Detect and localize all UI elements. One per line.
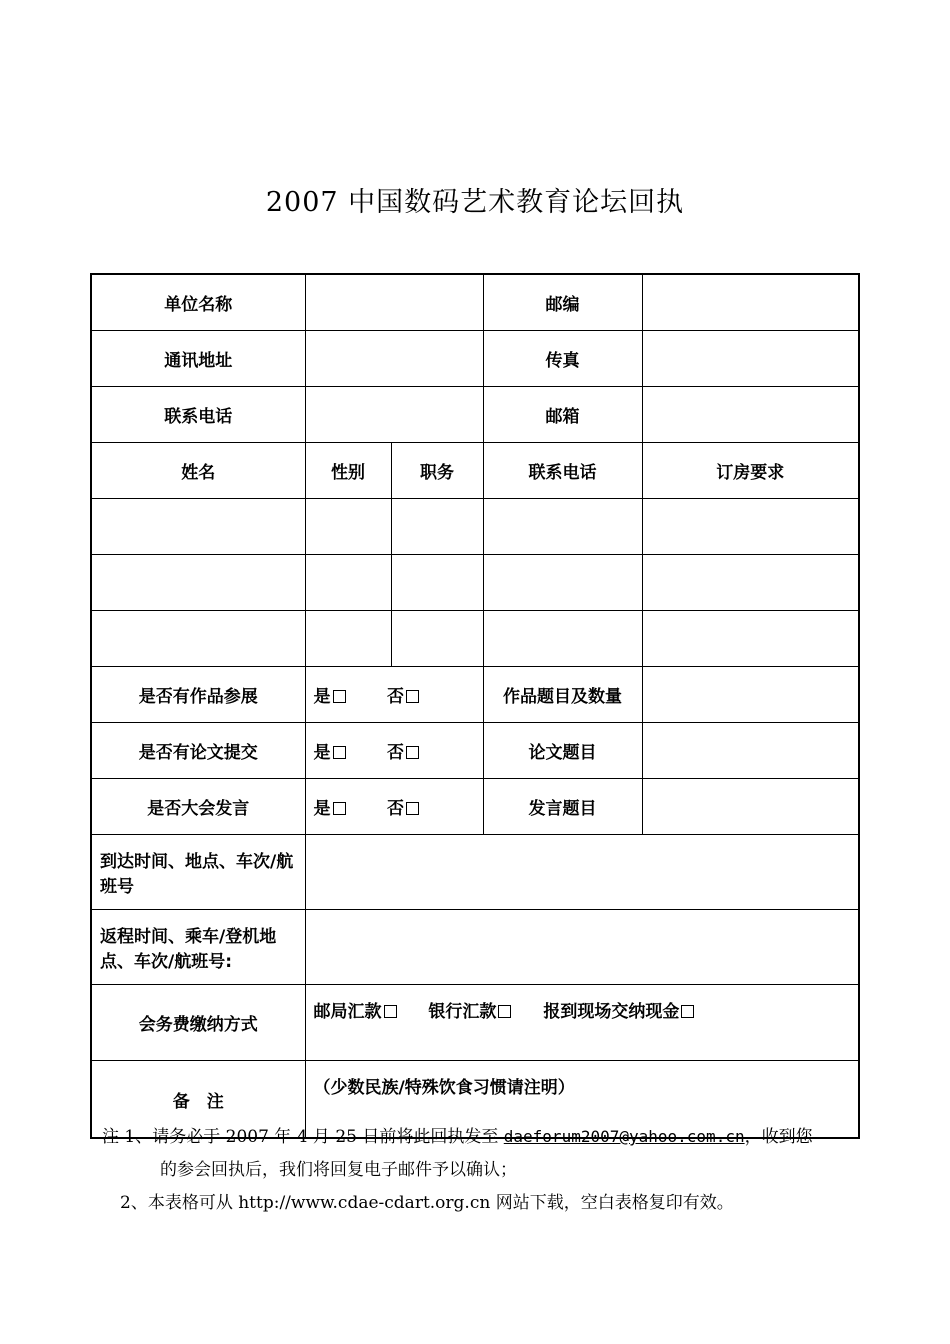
postcode-label: 邮编 (483, 274, 642, 331)
yes-checkbox[interactable] (333, 690, 346, 703)
attendee-gender-field[interactable] (305, 499, 391, 555)
yes-checkbox[interactable] (333, 802, 346, 815)
paper-detail-field[interactable] (642, 723, 859, 779)
no-label: 否 (386, 687, 404, 707)
exhibit-detail-label: 作品题目及数量 (483, 667, 642, 723)
paper-label: 是否有论文提交 (91, 723, 305, 779)
fee-post-checkbox[interactable] (384, 1005, 397, 1018)
table-row (91, 667, 859, 723)
exhibit-label: 是否有作品参展 (91, 667, 305, 723)
remarks-label: 备 注 (91, 1061, 305, 1139)
table-row (91, 910, 859, 985)
attendee-position-field[interactable] (391, 555, 483, 611)
table-row (91, 779, 859, 835)
attendee-gender-field[interactable] (305, 555, 391, 611)
attendee-row (91, 499, 859, 555)
yes-checkbox[interactable] (333, 746, 346, 759)
fee-option-cash (543, 1002, 694, 1022)
paper-detail-label: 论文题目 (483, 723, 642, 779)
fee-bank-checkbox[interactable] (498, 1005, 511, 1018)
postcode-field[interactable] (642, 274, 859, 331)
fax-field[interactable] (642, 331, 859, 387)
attendee-room-field[interactable] (642, 499, 859, 555)
yes-label: 是 (313, 799, 331, 819)
email-label: 邮箱 (483, 387, 642, 443)
footnote-1 (102, 1122, 813, 1147)
table-row (91, 387, 859, 443)
no-label: 否 (386, 799, 404, 819)
fee-option-post (314, 1002, 397, 1022)
fee-option-label: 银行汇款 (428, 1002, 497, 1022)
column-header-name: 姓名 (91, 443, 305, 499)
page-title: 2007 中国数码艺术教育论坛回执 (265, 187, 685, 218)
email-field[interactable] (642, 387, 859, 443)
column-header-gender: 性别 (305, 443, 391, 499)
footnote-1-text: 注 1、请务必于 2007 年 4 月 25 日前将此回执发至 (102, 1127, 504, 1147)
attendee-room-field[interactable] (642, 555, 859, 611)
reply-form-table (90, 273, 860, 1139)
no-checkbox[interactable] (406, 690, 419, 703)
speech-detail-field[interactable] (642, 779, 859, 835)
footnote-1-suffix: ，收到您 (744, 1127, 813, 1147)
footnote-2: 2、本表格可从 http://www.cdae-cdart.org.cn 网站下载，空白表格复印有效。 (120, 1193, 734, 1213)
attendee-name-field[interactable] (91, 499, 305, 555)
attendee-name-field[interactable] (91, 611, 305, 667)
address-field[interactable] (305, 331, 483, 387)
column-header-room: 订房要求 (642, 443, 859, 499)
fee-option-bank (428, 1002, 511, 1022)
yes-label: 是 (313, 687, 331, 707)
no-checkbox[interactable] (406, 746, 419, 759)
attendee-phone-field[interactable] (483, 555, 642, 611)
paper-choice (305, 723, 483, 779)
yes-label: 是 (313, 743, 331, 763)
no-checkbox[interactable] (406, 802, 419, 815)
address-label: 通讯地址 (91, 331, 305, 387)
speech-label: 是否大会发言 (91, 779, 305, 835)
table-row (91, 985, 859, 1061)
attendee-room-field[interactable] (642, 611, 859, 667)
fee-label: 会务费缴纳方式 (91, 985, 305, 1061)
footnote-1-line-2: 的参会回执后，我们将回复电子邮件予以确认； (160, 1160, 517, 1180)
column-header-phone: 联系电话 (483, 443, 642, 499)
phone-label: 联系电话 (91, 387, 305, 443)
fax-label: 传真 (483, 331, 642, 387)
attendee-row (91, 555, 859, 611)
remarks-hint: （少数民族/特殊饮食习惯请注明） (313, 1078, 575, 1098)
return-field[interactable] (305, 910, 859, 985)
attendee-phone-field[interactable] (483, 499, 642, 555)
attendee-name-field[interactable] (91, 555, 305, 611)
unit-name-field[interactable] (305, 274, 483, 331)
return-label: 返程时间、乘车/登机地点、车次/航班号: (91, 910, 305, 985)
column-header-position: 职务 (391, 443, 483, 499)
arrival-label: 到达时间、地点、车次/航班号 (91, 835, 305, 910)
table-row (91, 331, 859, 387)
fee-option-label: 邮局汇款 (313, 1002, 382, 1022)
table-row (91, 274, 859, 331)
attendee-row (91, 611, 859, 667)
attendee-position-field[interactable] (391, 611, 483, 667)
no-label: 否 (386, 743, 404, 763)
fee-cash-checkbox[interactable] (681, 1005, 694, 1018)
arrival-field[interactable] (305, 835, 859, 910)
table-row (91, 835, 859, 910)
attendee-gender-field[interactable] (305, 611, 391, 667)
exhibit-detail-field[interactable] (642, 667, 859, 723)
fee-option-label: 报到现场交纳现金 (543, 1002, 680, 1022)
speech-detail-label: 发言题目 (483, 779, 642, 835)
exhibit-choice (305, 667, 483, 723)
attendee-position-field[interactable] (391, 499, 483, 555)
phone-field[interactable] (305, 387, 483, 443)
attendee-header-row (91, 443, 859, 499)
table-row (91, 723, 859, 779)
speech-choice (305, 779, 483, 835)
fee-options (305, 985, 859, 1061)
attendee-phone-field[interactable] (483, 611, 642, 667)
contact-email-link[interactable]: daeforum2007@yahoo.com.cn (503, 1127, 745, 1146)
unit-name-label: 单位名称 (91, 274, 305, 331)
